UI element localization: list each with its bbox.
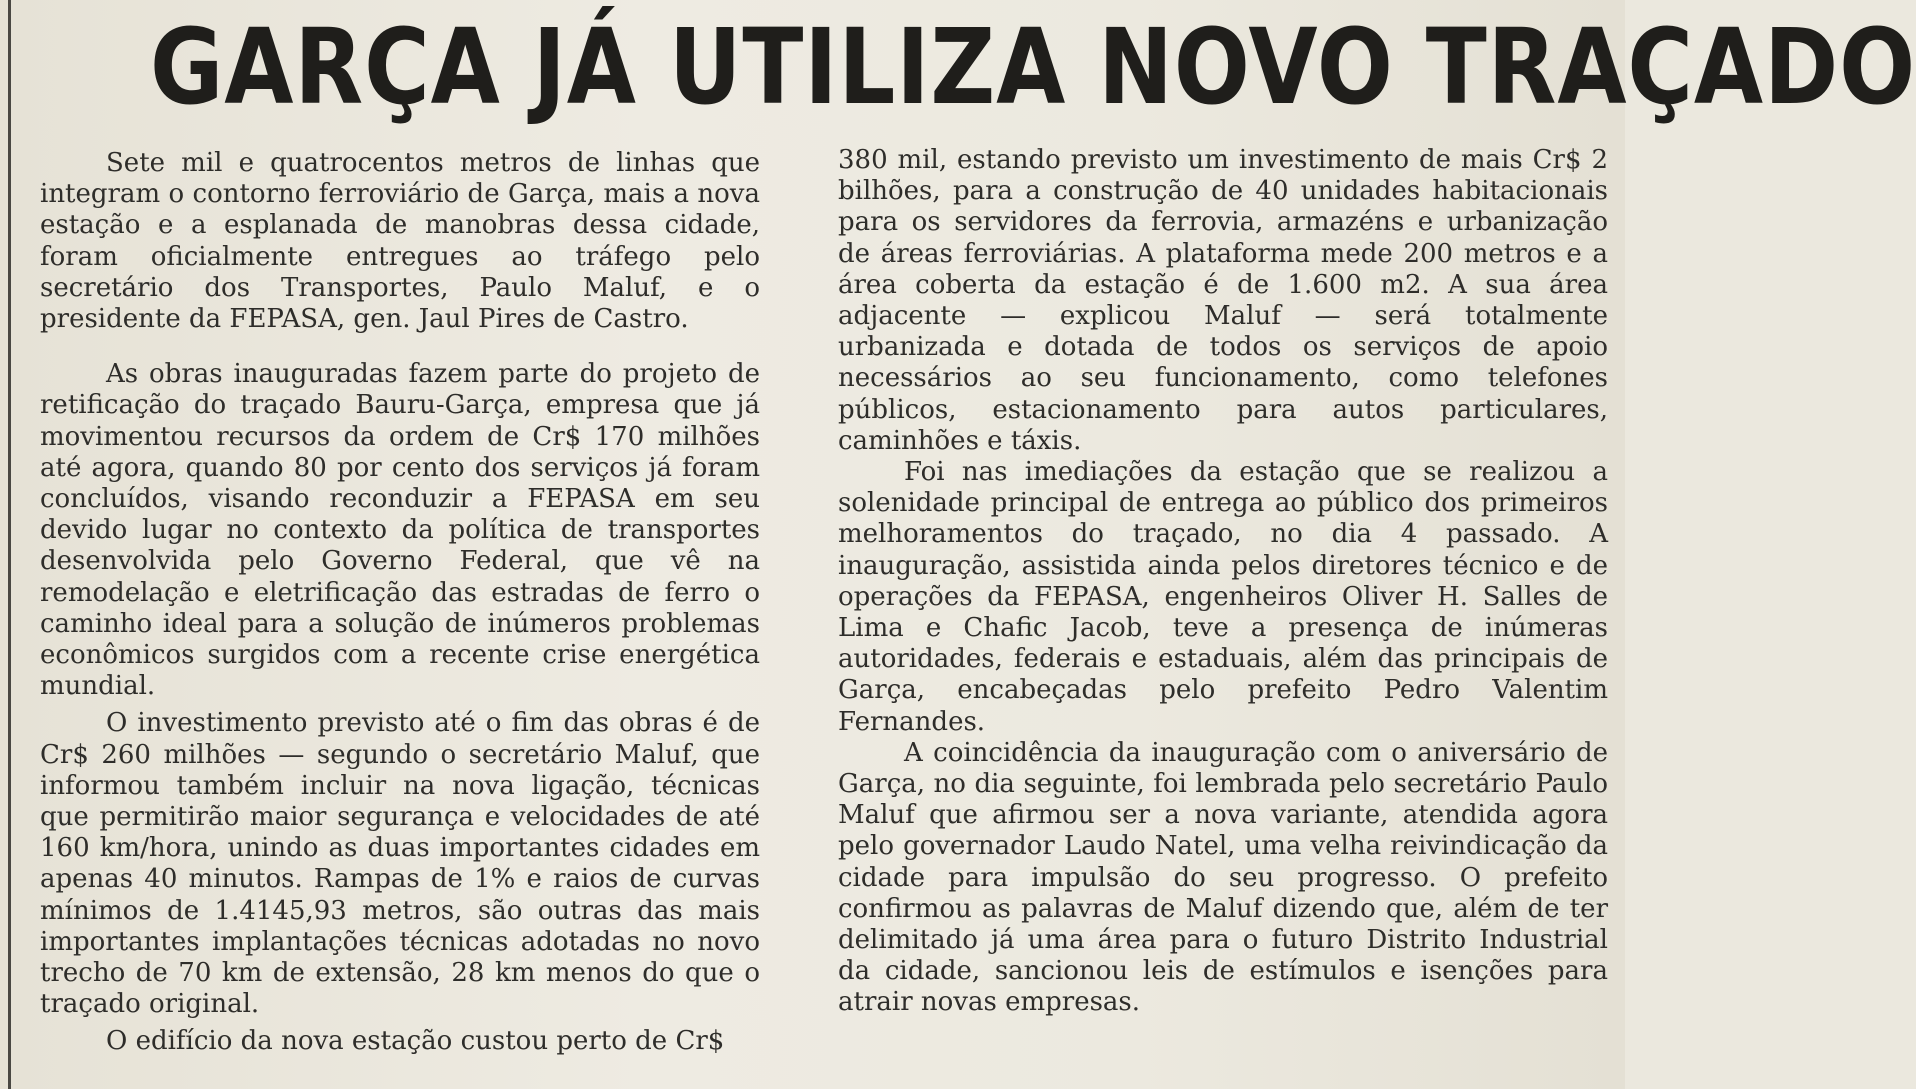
paragraph-obras: As obras inauguradas fazem parte do projeto de retificação do traçado Bauru-Garça, empresa que já movimentou recursos da ordem de Cr$ 170 milhões até agora, quando 80 por cento dos serviços já foram concluídos, visando reconduzir a FEPASA em seu devido lugar no contexto da política de transportes desenvolvida pelo Governo Federal, que vê na remodelação e eletrificação das estradas de ferro o caminho ideal para a solução de inúmeros problemas econômicos surgidos com a recente crise energética mundial.: [40, 359, 760, 702]
paragraph-aniversario: A coincidência da inauguração com o aniversário de Garça, no dia seguinte, foi lembrada pelo secretário Paulo Maluf que afirmou ser a nova variante, atendida agora pelo governador Laudo Natel, uma velha reivindicação da cidade para impulsão do seu progresso. O prefeito confirmou as palavras de Maluf dizendo que, além de ter delimitado já uma área para o futuro Distrito Industrial da cidade, sancionou leis de estímulos e isenções para atrair novas empresas.: [838, 737, 1608, 1018]
paragraph-intro: Sete mil e quatrocentos metros de linhas que integram o contorno ferroviário de Garça, mais a nova estação e a esplanada de manobras dessa cidade, foram oficialmente entregues ao tráfego pelo secretário dos Transportes, Paulo Maluf, e o presidente da FEPASA, gen. Jaul Pires de Castro.: [40, 148, 760, 335]
left-column: [40, 148, 760, 1058]
column-rule: [8, 0, 11, 1089]
paragraph-edificio-continued: 380 mil, estando previsto um investimento de mais Cr$ 2 bilhões, para a construção de 40 unidades habitacionais para os servidores da ferrovia, armazéns e urbanização de áreas ferroviárias. A plataforma mede 200 metros e a área coberta da estação é de 1.600 m2. A sua área adjacente — explicou Maluf — será totalmente urbanizada e dotada de todos os serviços de apoio necessários ao seu funcionamento, como telefones públicos, estacionamento para autos particulares, caminhões e táxis.: [838, 145, 1608, 456]
headline: GARÇA JÁ UTILIZA NOVO TRAÇADO: [150, 6, 1916, 128]
paragraph-investimento: O investimento previsto até o fim das obras é de Cr$ 260 milhões — segundo o secretário Maluf, que informou também incluir na nova ligação, técnicas que permitirão maior segurança e velocidades de até 160 km/hora, unindo as duas importantes cidades em apenas 40 minutos. Rampas de 1% e raios de curvas mínimos de 1.4145,93 metros, são outras das mais importantes implantações técnicas adotadas no novo trecho de 70 km de extensão, 28 km menos do que o traçado original.: [40, 708, 760, 1020]
paragraph-solenidade: Foi nas imediações da estação que se realizou a solenidade principal de entrega ao público dos primeiros melhoramentos do traçado, no dia 4 passado. A inauguração, assistida ainda pelos diretores técnico e de operações da FEPASA, engenheiros Oliver H. Salles de Lima e Chafic Jacob, teve a presença de inúmeras autoridades, federais e estaduais, além das principais de Garça, encabeçadas pelo prefeito Pedro Valentim Fernandes.: [838, 457, 1608, 737]
right-column: [838, 145, 1608, 1019]
paragraph-edificio-start: O edifício da nova estação custou perto de Cr$: [106, 1026, 725, 1057]
